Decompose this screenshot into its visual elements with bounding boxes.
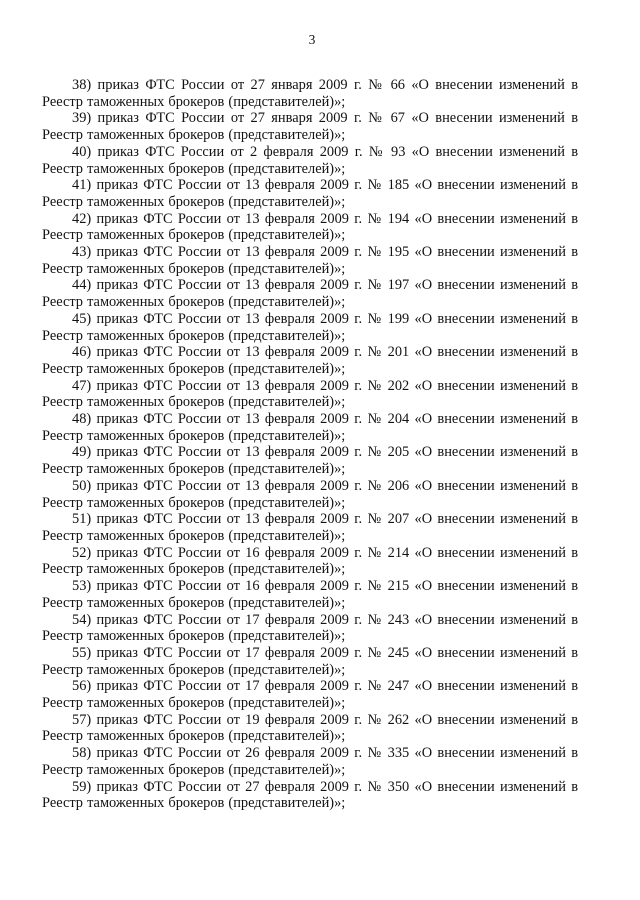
order-list-item: 59) приказ ФТС России от 27 февраля 2009 г. № 350 «О внесении изменений в Реестр таможенных брокеров (представителей)»; <box>42 778 578 812</box>
order-list-item: 40) приказ ФТС России от 2 февраля 2009 г. № 93 «О внесении изменений в Реестр таможенных брокеров (представителей)»; <box>42 143 578 177</box>
order-list-item: 48) приказ ФТС России от 13 февраля 2009 г. № 204 «О внесении изменений в Реестр таможенных брокеров (представителей)»; <box>42 411 578 444</box>
order-list-item: 47) приказ ФТС России от 13 февраля 2009 г. № 202 «О внесении изменений в Реестр таможенных брокеров (представителей)»; <box>42 377 578 411</box>
order-list-item: 56) приказ ФТС России от 17 февраля 2009 г. № 247 «О внесении изменений в Реестр таможенных брокеров (представителей)»; <box>42 678 578 712</box>
order-list-item: 38) приказ ФТС России от 27 января 2009 г. № 66 «О внесении изменений в Реестр таможенных брокеров (представителей)»; <box>42 77 578 110</box>
order-list-item: 54) приказ ФТС России от 17 февраля 2009 г. № 243 «О внесении изменений в Реестр таможенных брокеров (представителей)»; <box>42 611 578 645</box>
order-list-item: 43) приказ ФТС России от 13 февраля 2009 г. № 195 «О внесении изменений в Реестр таможенных брокеров (представителей)»; <box>42 244 578 277</box>
order-list-item: 55) приказ ФТС России от 17 февраля 2009 г. № 245 «О внесении изменений в Реестр таможенных брокеров (представителей)»; <box>42 644 578 678</box>
order-list-item: 57) приказ ФТС России от 19 февраля 2009 г. № 262 «О внесении изменений в Реестр таможенных брокеров (представителей)»; <box>42 711 578 745</box>
page-number: 3 <box>308 32 316 47</box>
order-list-item: 39) приказ ФТС России от 27 января 2009 г. № 67 «О внесении изменений в Реестр таможенных брокеров (представителей)»; <box>42 110 578 144</box>
order-list <box>42 77 578 812</box>
order-list-item: 50) приказ ФТС России от 13 февраля 2009 г. № 206 «О внесении изменений в Реестр таможенных брокеров (представителей)»; <box>42 477 578 511</box>
order-list-item: 45) приказ ФТС России от 13 февраля 2009 г. № 199 «О внесении изменений в Реестр таможенных брокеров (представителей)»; <box>42 310 578 344</box>
order-list-item: 53) приказ ФТС России от 16 февраля 2009 г. № 215 «О внесении изменений в Реестр таможенных брокеров (представителей)»; <box>42 578 578 611</box>
order-list-item: 41) приказ ФТС России от 13 февраля 2009 г. № 185 «О внесении изменений в Реестр таможенных брокеров (представителей)»; <box>42 177 578 210</box>
order-list-item: 58) приказ ФТС России от 26 февраля 2009 г. № 335 «О внесении изменений в Реестр таможенных брокеров (представителей)»; <box>42 745 578 778</box>
order-list-item: 44) приказ ФТС России от 13 февраля 2009 г. № 197 «О внесении изменений в Реестр таможенных брокеров (представителей)»; <box>42 277 578 311</box>
order-list-item: 49) приказ ФТС России от 13 февраля 2009 г. № 205 «О внесении изменений в Реестр таможенных брокеров (представителей)»; <box>42 444 578 478</box>
order-list-item: 46) приказ ФТС России от 13 февраля 2009 г. № 201 «О внесении изменений в Реестр таможенных брокеров (представителей)»; <box>42 344 578 377</box>
order-list-item: 52) приказ ФТС России от 16 февраля 2009 г. № 214 «О внесении изменений в Реестр таможенных брокеров (представителей)»; <box>42 544 578 578</box>
order-list-item: 51) приказ ФТС России от 13 февраля 2009 г. № 207 «О внесении изменений в Реестр таможенных брокеров (представителей)»; <box>42 511 578 544</box>
order-list-item: 42) приказ ФТС России от 13 февраля 2009 г. № 194 «О внесении изменений в Реестр таможенных брокеров (представителей)»; <box>42 210 578 244</box>
